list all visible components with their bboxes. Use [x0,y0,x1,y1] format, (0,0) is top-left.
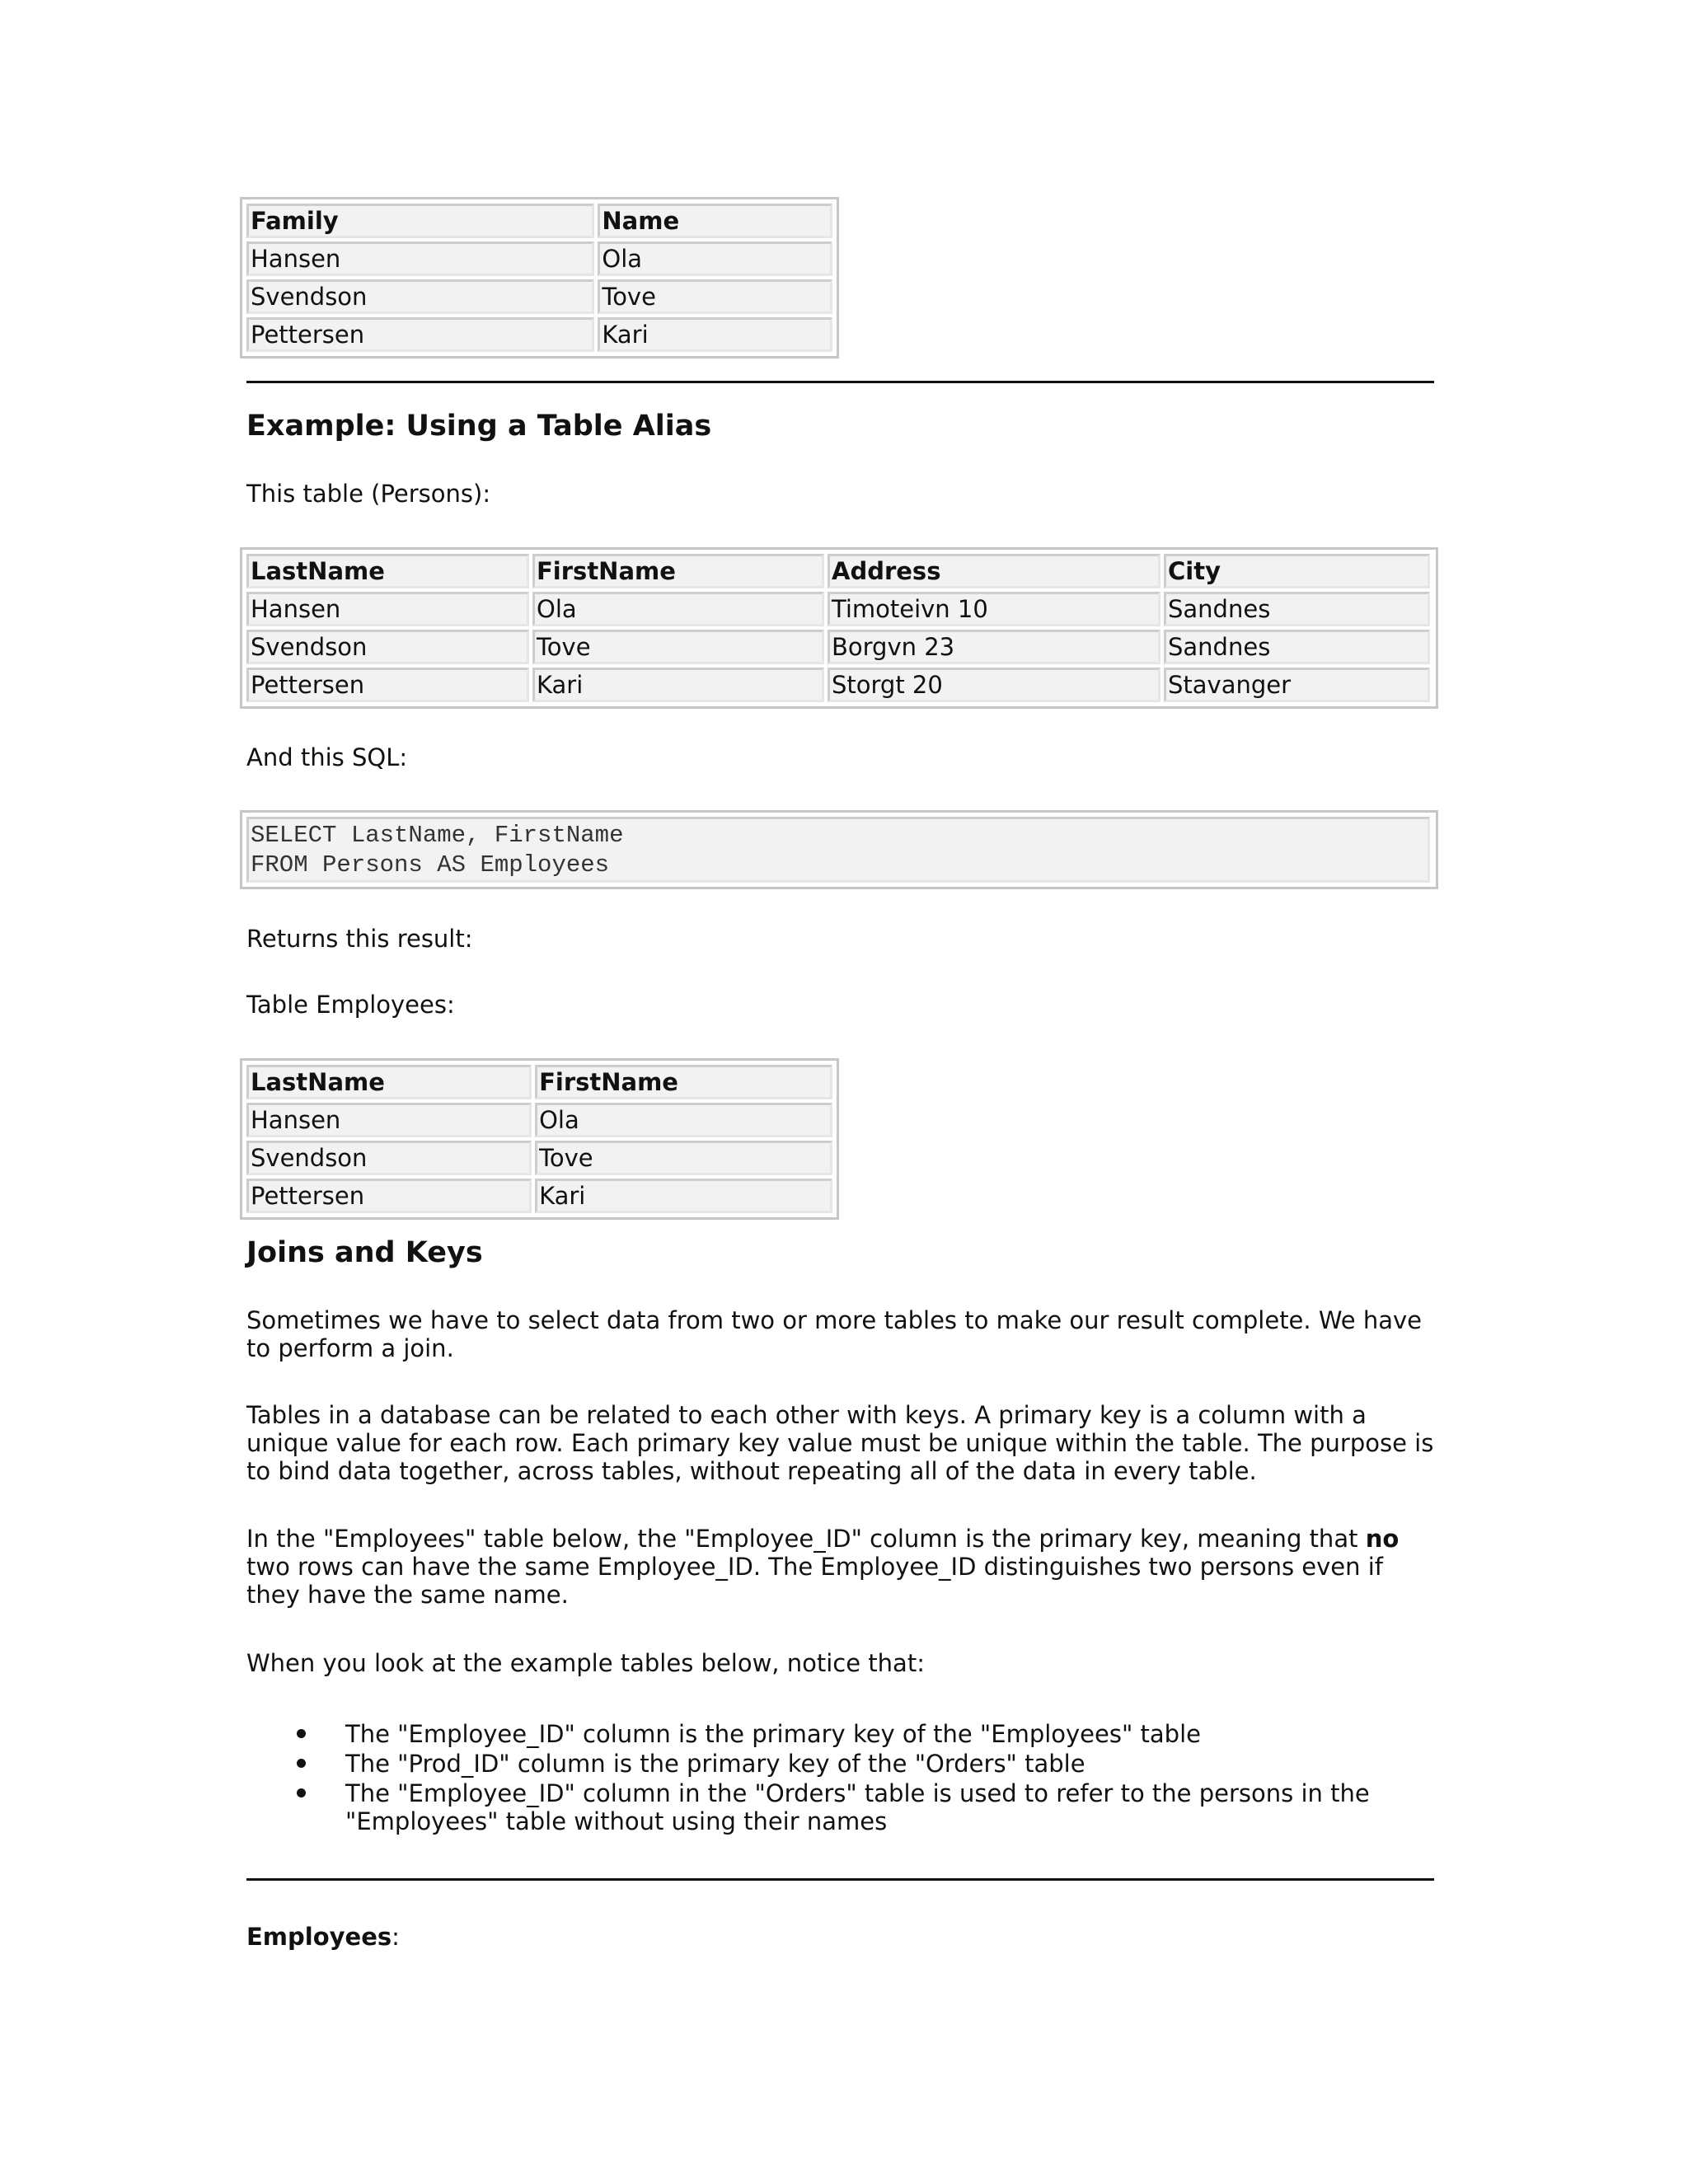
sql-code-box [240,810,1438,889]
list-item [246,1750,1442,1778]
sql-intro-text: And this SQL: [246,743,408,771]
table-cell: Kari [532,668,824,702]
bullet-icon [297,1759,306,1768]
joins-paragraph-3 [246,1525,1442,1609]
paragraph-text: two rows can have the same Employee_ID. The Employee_ID distinguishes two persons even if they have the same name. [246,1553,1384,1609]
table-cell: Hansen [246,241,594,276]
table-cell: Hansen [246,592,529,626]
table-header-row [245,202,834,240]
employees-label [246,1923,1442,1951]
table-row [245,628,1433,666]
table-cell: Tove [535,1141,832,1175]
table-cell: Kari [598,317,832,352]
list-item-text: The "Prod_ID" column is the primary key of the "Orders" table [345,1750,1085,1778]
table-cell: Borgvn 23 [828,630,1160,664]
joins-paragraph-1: Sometimes we have to select data from two or more tables to make our result complete. We have to perform a join. [246,1306,1423,1362]
section-heading-joins-keys: Joins and Keys [246,1236,483,1269]
sql-line: SELECT LastName, FirstName [251,822,624,849]
table-cell: Hansen [246,1103,532,1137]
table-row [245,1177,834,1215]
table-header-row [245,552,1433,590]
column-header: FirstName [532,554,824,588]
table-cell: Ola [598,241,832,276]
paragraph-text: In the "Employees" table below, the "Employee_ID" column is the primary key, meaning that [246,1525,1366,1553]
family-name-table [240,197,839,359]
bullet-icon [297,1788,306,1797]
employees-label-colon: : [392,1923,400,1951]
table-cell: Pettersen [246,1179,532,1213]
table-cell: Timoteivn 10 [828,592,1160,626]
column-header: LastName [246,1065,532,1099]
joins-paragraph-2: Tables in a database can be related to each other with keys. A primary key is a column with a unique value for each row. Each primary key value must be unique within the table. The purpose is to bind data together, across tables, without repeating all of the data in every table. [246,1401,1434,1485]
table-row [245,590,1433,628]
employees-result-table [240,1058,839,1220]
section-heading-table-alias: Example: Using a Table Alias [246,410,712,443]
list-item [246,1779,1442,1835]
persons-table [240,547,1438,709]
notice-bullet-list [246,1720,1442,1837]
table-cell: Ola [532,592,824,626]
persons-intro-text: This table (Persons): [246,480,491,508]
sql-line: FROM Persons AS Employees [251,851,610,879]
table-row [245,240,834,278]
table-header-row [245,1063,834,1101]
table-row [245,278,834,316]
emphasis-text: no [1365,1525,1400,1553]
column-header: Address [828,554,1160,588]
column-header: City [1164,554,1430,588]
result-table-label: Table Employees: [246,991,455,1019]
table-cell: Tove [598,279,832,314]
table-cell: Storgt 20 [828,668,1160,702]
table-cell: Pettersen [246,668,529,702]
table-cell: Ola [535,1103,832,1137]
table-cell: Sandnes [1164,592,1430,626]
sql-code-block [246,817,1430,883]
table-cell: Tove [532,630,824,664]
table-cell: Svendson [246,1141,532,1175]
table-row [245,1101,834,1139]
list-item [246,1720,1442,1748]
table-cell: Kari [535,1179,832,1213]
table-cell: Stavanger [1164,668,1430,702]
column-header: Name [598,204,832,238]
table-cell: Pettersen [246,317,594,352]
list-item-text: The "Employee_ID" column in the "Orders" table is used to refer to the persons in the "Employees" table without using their names [345,1779,1370,1835]
table-cell: Svendson [246,630,529,664]
horizontal-rule [246,381,1434,383]
horizontal-rule [246,1878,1434,1881]
table-row [245,316,834,354]
column-header: Family [246,204,594,238]
table-row [245,666,1433,704]
table-cell: Sandnes [1164,630,1430,664]
column-header: LastName [246,554,529,588]
table-row [245,1139,834,1177]
table-cell: Svendson [246,279,594,314]
result-intro-text: Returns this result: [246,925,473,953]
column-header: FirstName [535,1065,832,1099]
bullet-icon [297,1729,306,1738]
list-item-text: The "Employee_ID" column is the primary key of the "Employees" table [345,1720,1201,1748]
joins-paragraph-4: When you look at the example tables below, notice that: [246,1649,925,1677]
employees-label-bold: Employees [246,1923,392,1951]
